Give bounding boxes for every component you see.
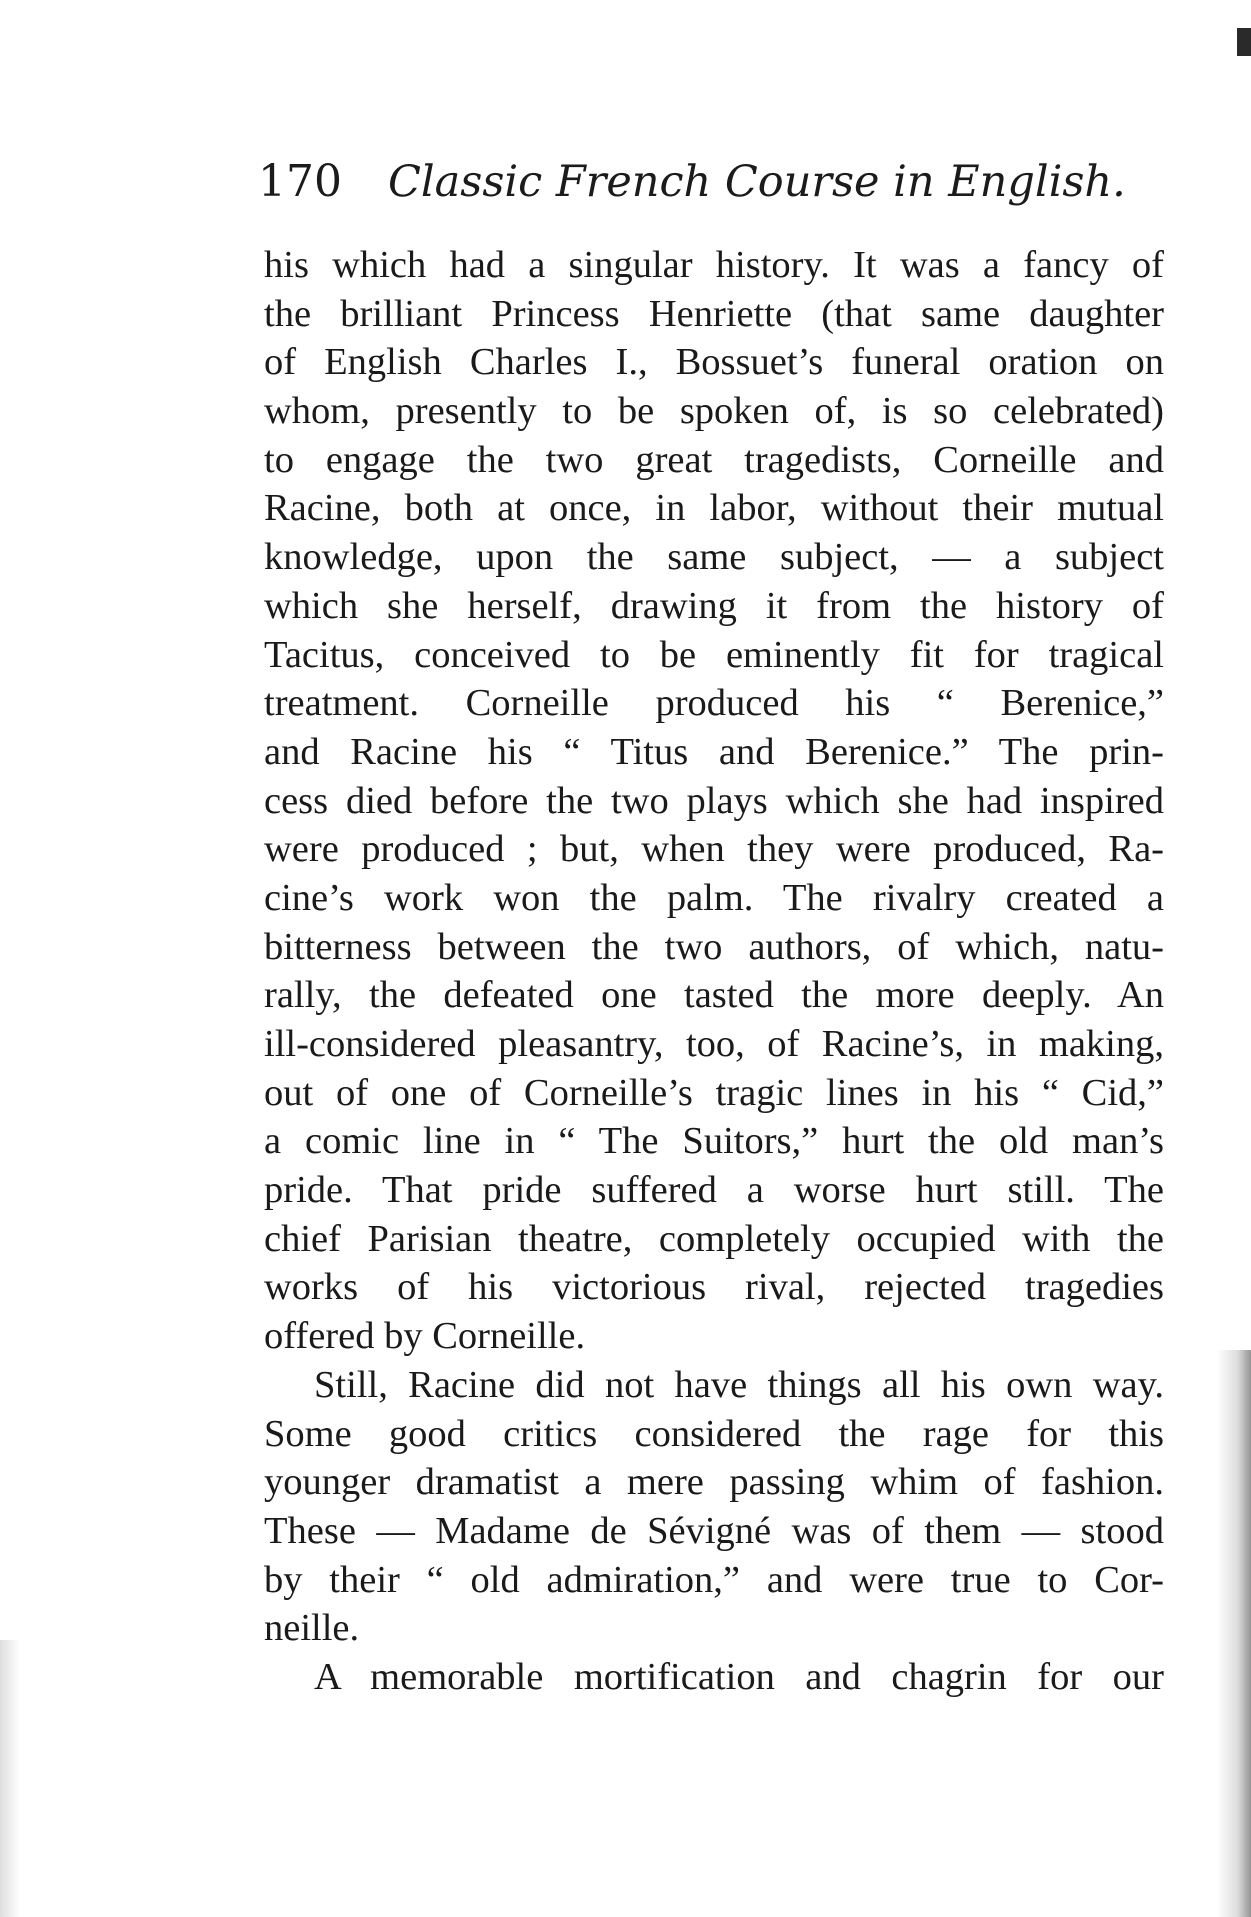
text-line: cess died before the two plays which she had inspired [264, 779, 1164, 822]
running-head [258, 152, 1168, 212]
text-line: pride. That pride suffered a worse hurt still. The [264, 1169, 1164, 1212]
text-line: younger dramatist a mere passing whim of fashion. [264, 1461, 1164, 1504]
body-text [264, 241, 1164, 1702]
text-line: knowledge, upon the same subject, — a subject [264, 536, 1164, 579]
text-line: Tacitus, conceived to be eminently fit for tragical [264, 633, 1164, 676]
text-line: A memorable mortification and chagrin for our [314, 1655, 1164, 1698]
text-line: neille. [264, 1607, 360, 1650]
text-line: cine’s work won the palm. The rivalry created a [264, 876, 1164, 919]
text-line: Some good critics considered the rage for this [264, 1412, 1164, 1455]
text-line: which she herself, drawing it from the history of [264, 584, 1164, 627]
text-line: a comic line in “ The Suitors,” hurt the old man’s [264, 1120, 1164, 1163]
text-line: were produced ; but, when they were produced, Ra- [264, 828, 1164, 871]
text-line: by their “ old admiration,” and were true to Cor- [264, 1558, 1164, 1601]
text-line: rally, the defeated one tasted the more deeply. An [264, 974, 1164, 1017]
scan-edge-shadow-left [0, 1640, 20, 1917]
text-line: whom, presently to be spoken of, is so celebrated) [264, 390, 1164, 433]
text-line: the brilliant Princess Henriette (that same daughter [264, 292, 1164, 335]
text-line: bitterness between the two authors, of which, natu- [264, 925, 1164, 968]
text-line: ill-considered pleasantry, too, of Racine’s, in making, [264, 1023, 1164, 1065]
text-line: to engage the two great tragedists, Corneille and [264, 438, 1164, 481]
scan-edge-mark [1237, 28, 1251, 56]
text-line: of English Charles I., Bossuet’s funeral oration on [264, 341, 1164, 384]
running-head-title: Classic French Course in English. [388, 157, 1126, 207]
text-line: treatment. Corneille produced his “ Berenice,” [264, 682, 1164, 725]
text-line: out of one of Corneille’s tragic lines in his “ Cid,” [264, 1071, 1164, 1114]
text-line: Racine, both at once, in labor, without their mutual [264, 487, 1164, 530]
text-line: These — Madame de Sévigné was of them — stood [264, 1509, 1164, 1552]
text-line: chief Parisian theatre, completely occupied with the [264, 1217, 1164, 1260]
page-number: 170 [258, 156, 342, 207]
text-line: Still, Racine did not have things all his own way. [314, 1363, 1164, 1406]
text-line: his which had a singular history. It was a fancy of [264, 244, 1164, 286]
text-line: offered by Corneille. [264, 1315, 586, 1358]
text-line: and Racine his “ Titus and Berenice.” The prin- [264, 730, 1164, 773]
scan-edge-shadow [1217, 1350, 1251, 1917]
text-line: works of his victorious rival, rejected tragedies [264, 1266, 1164, 1309]
